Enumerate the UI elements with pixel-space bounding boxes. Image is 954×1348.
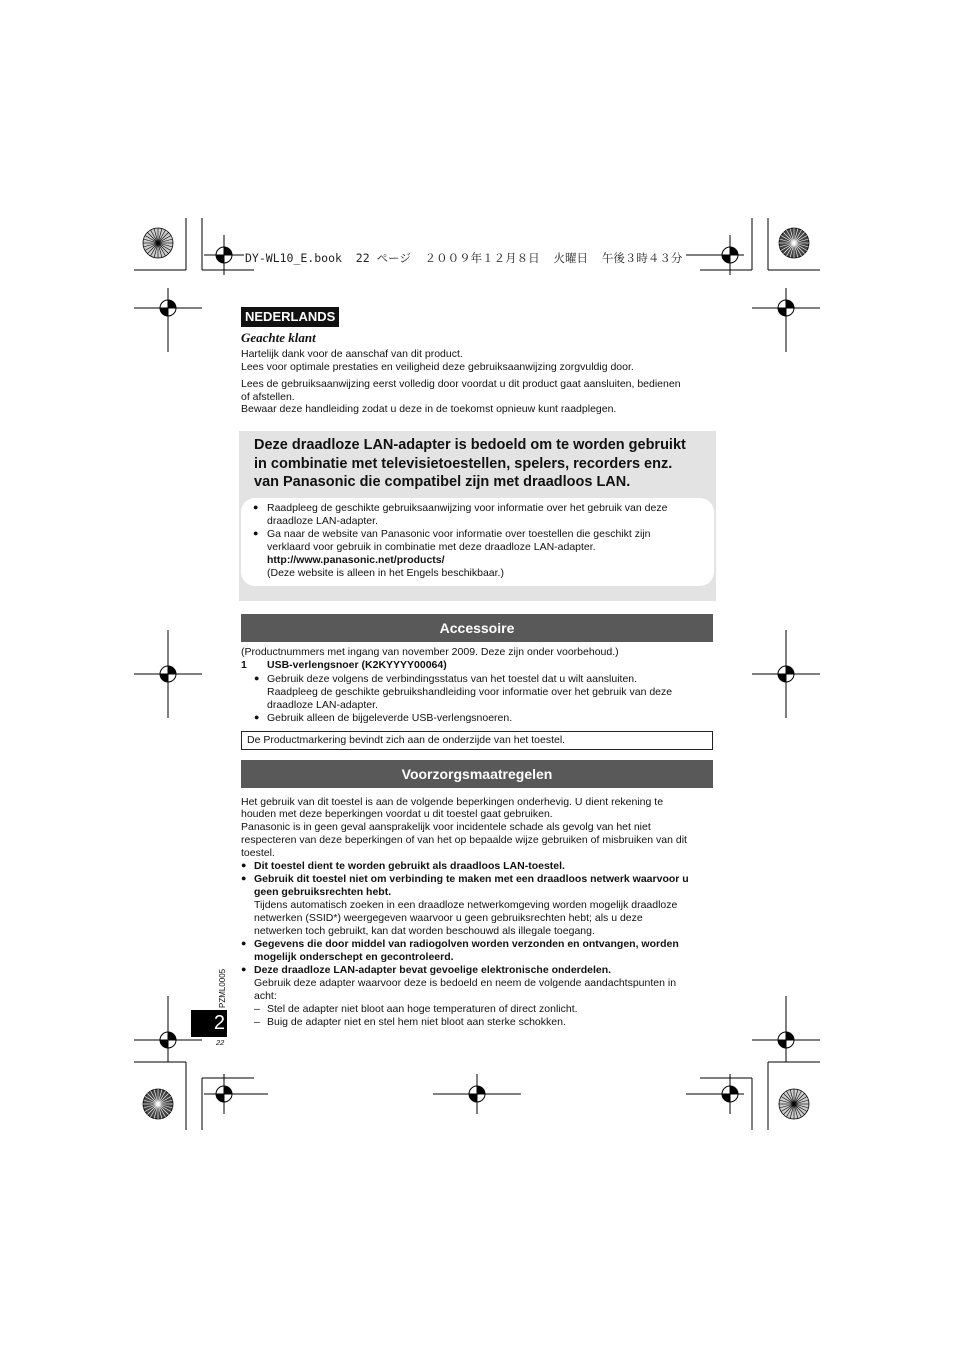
precautions-b3a: Gegevens die door middel van radiogolven worden verzonden en ontvangen, worden [254, 938, 679, 950]
accessoire-b1c: draadloze LAN-adapter. [267, 699, 378, 711]
intro-line-3b: of afstellen. [241, 391, 295, 403]
page-tab: 2 [191, 1010, 227, 1037]
notice-title-line-1: Deze draadloze LAN-adapter is bedoeld om te worden gebruikt [254, 437, 686, 453]
language-label: NEDERLANDS [241, 307, 339, 327]
bullet-icon: ● [241, 873, 247, 883]
precautions-d2: Buig de adapter niet en stel hem niet bloot aan sterke schokken. [267, 1016, 566, 1028]
notice-url-note: (Deze website is alleen in het Engels beschikbaar.) [267, 567, 504, 579]
intro-line-1: Hartelijk dank voor de aanschaf van dit product. [241, 348, 463, 360]
precautions-p1b: houden met deze beperkingen voordat u dit toestel gaat gebruiken. [241, 808, 553, 820]
intro-line-2: Lees voor optimale prestaties en veiligheid deze gebruiksaanwijzing zorgvuldig door. [241, 361, 634, 373]
bullet-icon: ● [254, 673, 260, 683]
precautions-d1: Stel de adapter niet bloot aan hoge temperaturen of direct zonlicht. [267, 1003, 578, 1015]
product-marking-note [241, 731, 713, 750]
precautions-b4a: Deze draadloze LAN-adapter bevat gevoelige elektronische onderdelen. [254, 964, 612, 976]
notice-url[interactable]: http://www.panasonic.net/products/ [267, 554, 445, 566]
accessoire-b1b: Raadpleeg de geschikte gebruikshandleiding voor informatie over het gebruik van deze [267, 686, 673, 698]
bullet-icon: ● [241, 938, 247, 948]
precautions-b4b: Gebruik deze adapter waarvoor deze is bedoeld en neem de volgende aandachtspunten in [254, 977, 677, 989]
side-code: PZML0005 [218, 968, 227, 1008]
salutation: Geachte klant [241, 330, 316, 345]
precautions-p2c: toestel. [241, 847, 275, 859]
accessoire-b1a: Gebruik deze volgens de verbindingsstatus van het toestel dat u wilt aansluiten. [267, 673, 638, 685]
bullet-icon: ● [254, 712, 260, 722]
notice-bullet-1a: Raadpleeg de geschikte gebruiksaanwijzing voor informatie over het gebruik van deze [267, 502, 668, 514]
dash-icon: – [254, 1003, 260, 1015]
precautions-b2e: netwerken toch gebruikt, kan dat worden beschouwd als illegale toegang. [254, 925, 595, 937]
dash-icon: – [254, 1016, 260, 1028]
accessoire-heading: Accessoire [241, 614, 713, 642]
notice-title-line-2: in combinatie met televisietoestellen, spelers, recorders enz. [254, 455, 673, 472]
precautions-heading: Voorzorgsmaatregelen [241, 760, 713, 788]
precautions-b2d: netwerken (SSID*) weergegeven waarvoor u geen gebruiksrechten hebt; als u deze [254, 912, 643, 924]
accessoire-b2: Gebruik alleen de bijgeleverde USB-verlengsnoeren. [267, 712, 513, 724]
accessoire-qty: 1 [241, 659, 247, 671]
precautions-b3b: mogelijk onderschept en gecontroleerd. [254, 951, 454, 963]
bullet-icon: ● [253, 528, 259, 538]
page-number: 22 [216, 1038, 225, 1047]
print-header: DY-WL10_E.book 22 ページ ２００９年１２月８日 火曜日 午後３時４３分 [245, 251, 683, 265]
product-marking-text: De Productmarkering bevindt zich aan de onderzijde van het toestel. [247, 734, 566, 746]
precautions-b4c: acht: [254, 990, 277, 1002]
notice-title [254, 436, 704, 492]
accessoire-note: (Productnummers met ingang van november 2009. Deze zijn onder voorbehoud.) [241, 646, 619, 658]
precautions-p1a: Het gebruik van dit toestel is aan de volgende beperkingen onderhevig. U dient rekening te [241, 796, 664, 808]
intro-line-3a: Lees de gebruiksaanwijzing eerst volledig door voordat u dit product gaat aansluiten, bedienen [241, 378, 681, 390]
bullet-icon: ● [241, 964, 247, 974]
precautions-p2a: Panasonic is in geen geval aansprakelijk voor incidentele schade als gevolg van het niet [241, 821, 651, 833]
bullet-icon: ● [253, 502, 259, 512]
bullet-icon: ● [241, 860, 247, 870]
precautions-b1: Dit toestel dient te worden gebruikt als draadloos LAN-toestel. [254, 860, 565, 872]
precautions-b2b: geen gebruiksrechten hebt. [254, 886, 392, 898]
notice-bullet-2b: verklaard voor gebruik in combinatie met deze draadloze LAN-adapter. [267, 541, 596, 553]
precautions-b2a: Gebruik dit toestel niet om verbinding te maken met een draadloos netwerk waarvoor u [254, 873, 689, 885]
intro-line-4: Bewaar deze handleiding zodat u deze in de toekomst opnieuw kunt raadplegen. [241, 403, 617, 415]
notice-bullet-2a: Ga naar de website van Panasonic voor informatie over toestellen die geschikt zijn [267, 528, 651, 540]
accessoire-item: USB-verlengsnoer (K2KYYYY00064) [267, 659, 447, 671]
notice-bullet-1b: draadloze LAN-adapter. [267, 515, 378, 527]
notice-title-line-3: van Panasonic die compatibel zijn met draadloos LAN. [254, 474, 631, 490]
precautions-p2b: respecteren van deze beperkingen of van het op bepaalde wijze gebruiken of misbruiken van dit [241, 834, 687, 846]
precautions-b2c: Tijdens automatisch zoeken in een draadloze netwerkomgeving worden mogelijk draadloze [254, 899, 678, 911]
